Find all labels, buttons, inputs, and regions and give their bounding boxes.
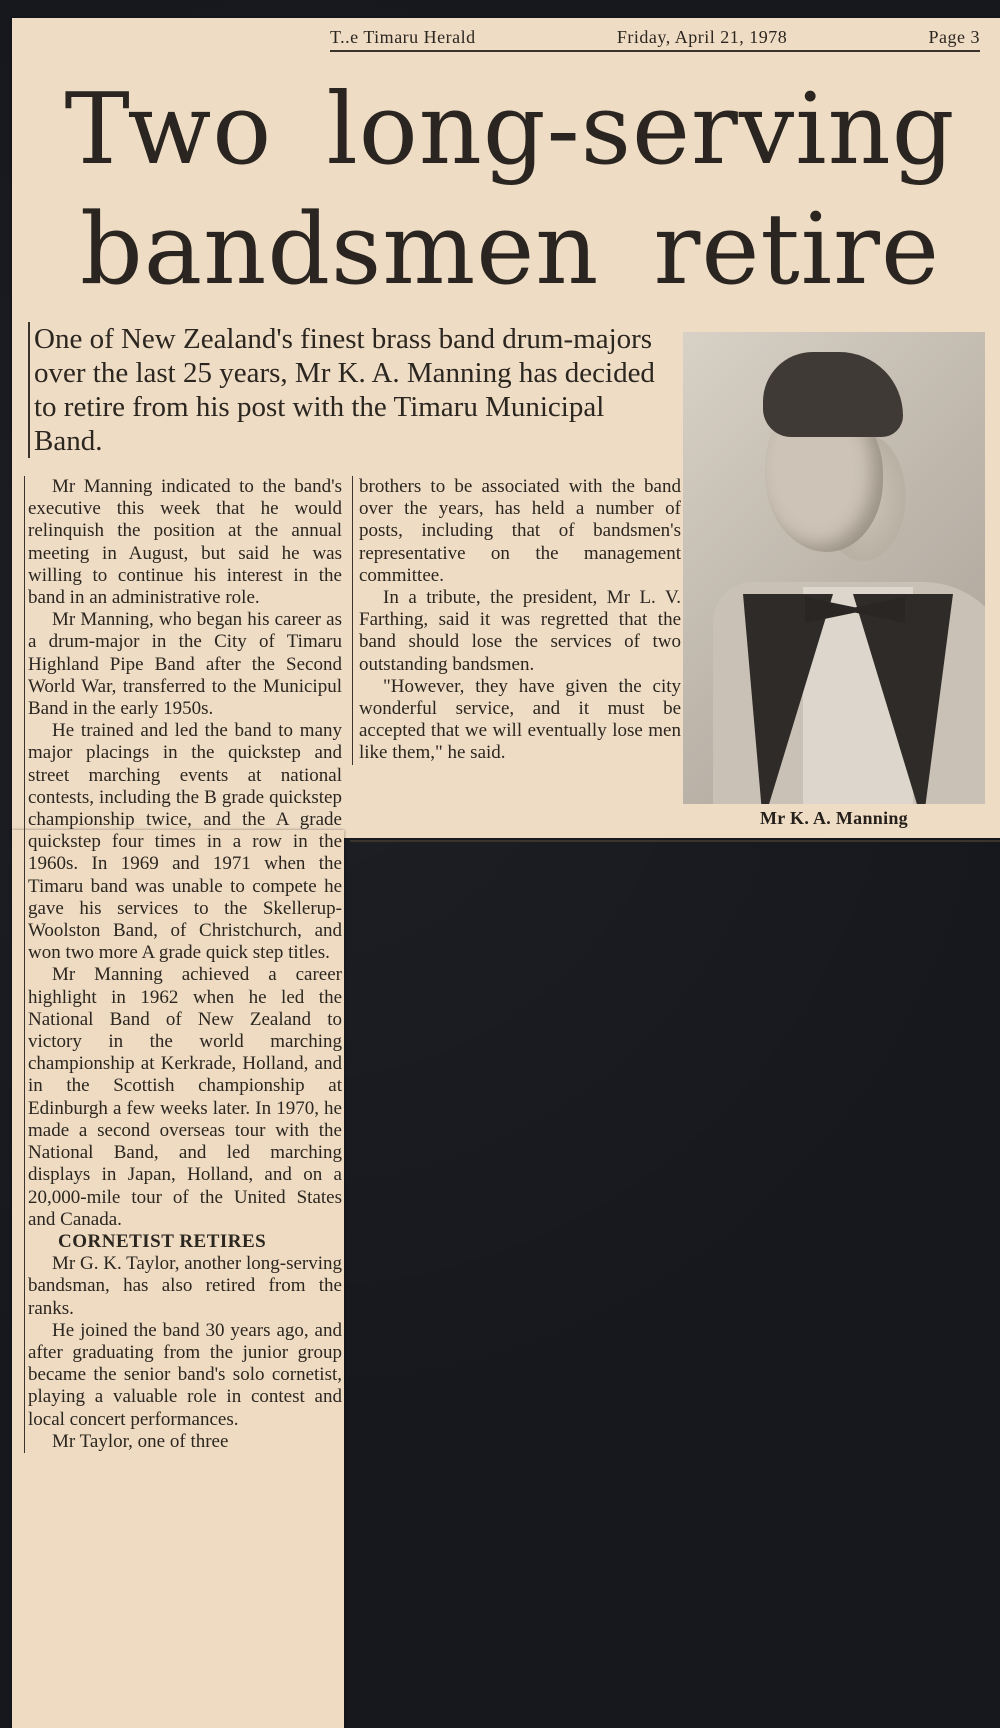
issue-date: Friday, April 21, 1978 [616, 27, 788, 47]
masthead [330, 20, 980, 52]
column1-paragraph: Mr G. K. Taylor, another long-serving bandsman, has also retired from the ranks. [28, 1253, 342, 1319]
column-rule [350, 840, 1000, 842]
page-number: Page 3 [928, 27, 980, 47]
newspaper-name: T..e Timaru Herald [330, 27, 476, 47]
article-column-1 [24, 476, 342, 1453]
column1-paragraph: Mr Manning, who began his career as a drum-major in the City of Timaru Highland Pipe Band after the Second World War, transferred to the Municipul Band in the early 1950s. [28, 609, 342, 720]
subheading: CORNETIST RETIRES [58, 1230, 267, 1252]
article-column-2 [352, 476, 681, 765]
column1-paragraph: Mr Taylor, one of three [52, 1430, 229, 1452]
photo-hair [763, 352, 903, 437]
column1-paragraph: Mr Manning indicated to the band's executive this week that he would relinquish the position at the annual meeting in August, but said he was willing to continue his interest in the band in an administrative role. [28, 476, 342, 609]
column2-paragraph: "However, they have given the city wonderful service, and it must be accepted that we will eventually lose men like them," he said. [359, 675, 681, 764]
standfirst: One of New Zealand's finest brass band drum-majors over the last 25 years, Mr K. A. Manning has decided to retire from his post with the Timaru Municipal Band. [28, 322, 679, 458]
photo-lapel-right [853, 594, 953, 804]
column2-paragraph: brothers to be associated with the band over the years, has held a number of posts, including that of bandsmen's representative on the management committee. [359, 476, 681, 586]
photo-lapel-left [743, 594, 833, 804]
portrait-photo [683, 332, 985, 804]
column2-paragraph: In a tribute, the president, Mr L. V. Farthing, said it was regretted that the band should lose the services of two outstanding bandsmen. [359, 587, 681, 675]
column1-paragraph: He trained and led the band to many major placings in the quickstep and street marching events at national contests, including the B grade quickstep championship twice, and the A grade quickstep four times in a row in the 1960s. In 1969 and 1971 when the Timaru band was unable to compete he gave his services to the Skellerup-Woolston Band, of Christchurch, and won two more A grade quick step titles. [28, 720, 342, 964]
headline: Two long-serving bandsmen retire [64, 73, 956, 307]
column1-paragraph: Mr Manning achieved a career highlight in 1962 when he led the National Band of New Zealand to victory in the world marching championship at Kerkrade, Holland, and in the Scottish championship at Edinburgh a few weeks later. In 1970, he made a second overseas tour with the National Band, and led marching displays in Japan, Holland, and on a 20,000-mile tour of the United States and Canada. [28, 964, 342, 1230]
photo-caption: Mr K. A. Manning [760, 808, 908, 828]
column1-paragraph: He joined the band 30 years ago, and after graduating from the junior group became the senior band's solo cornetist, playing a valuable role in contest and local concert performances. [28, 1319, 342, 1430]
